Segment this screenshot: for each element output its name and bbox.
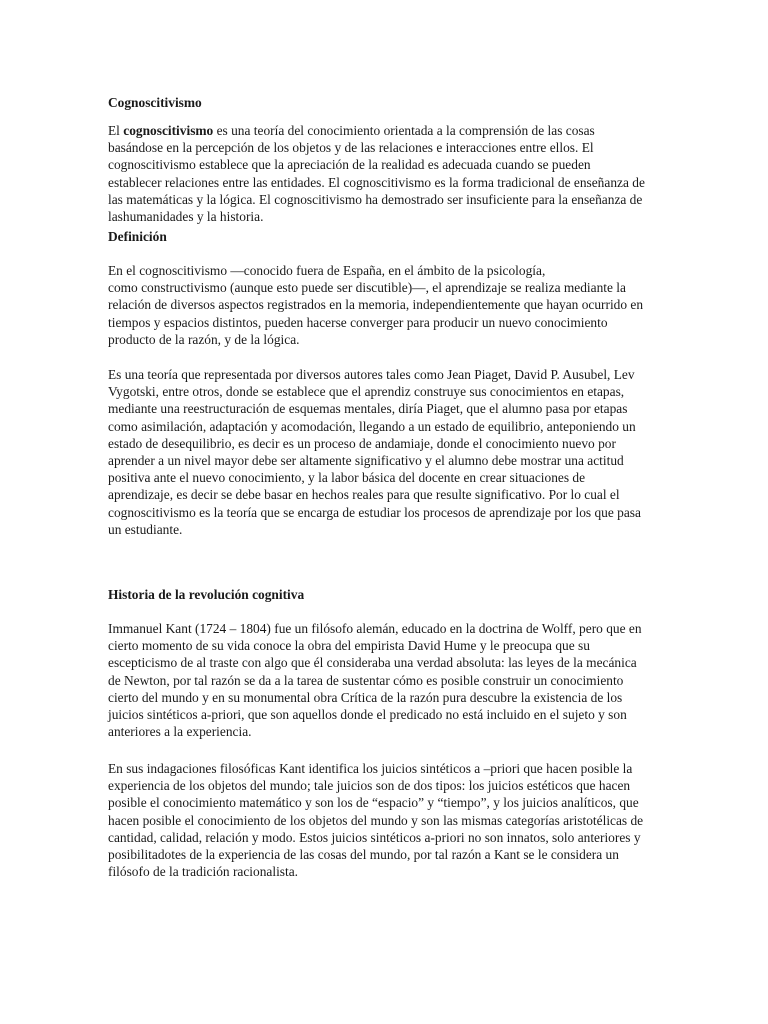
text-line: cierto momento de su vida conoce la obra del empirista David Hume y le preocupa que su bbox=[108, 638, 590, 654]
text-line: mediante una reestructuración de esquemas mentales, diría Piaget, que el alumno pasa por etapas bbox=[108, 401, 628, 417]
intro-line: las matemáticas y la lógica. El cognoscitivismo ha demostrado ser insuficiente para la enseñanza de bbox=[108, 191, 643, 207]
text-line: escepticismo de al traste con algo que él consideraba una verdad absoluta: las leyes de la mecánica bbox=[108, 655, 637, 671]
text-line: cantidad, calidad, relación y modo. Estos juicios sintéticos a-priori no son innatos, solo anteriores y bbox=[108, 829, 641, 845]
intro-line: basándose en la percepción de los objetos y de las relaciones e interacciones entre ellos. El bbox=[108, 140, 594, 156]
text-line: juicios sintéticos a-priori, que son aquellos donde el predicado no está incluido en el sujeto y son bbox=[108, 707, 627, 723]
text-line: tiempos y espacios distintos, pueden hacerse converger para producir un nuevo conocimiento bbox=[108, 314, 608, 330]
intro-line: establecer relaciones entre las entidades. El cognoscitivismo es la forma tradicional de enseñanza de bbox=[108, 174, 645, 190]
text-line: Immanuel Kant (1724 – 1804) fue un filósofo alemán, educado en la doctrina de Wolff, pero que en bbox=[108, 621, 642, 636]
historia-paragraph-2 bbox=[108, 760, 664, 880]
text-line: Vygotski, entre otros, donde se establece que el aprendiz construye sus conocimientos en etapas, bbox=[108, 384, 625, 400]
text-line: filósofo de la tradición racionalista. bbox=[108, 864, 299, 880]
intro-paragraph bbox=[108, 122, 664, 225]
intro-line bbox=[108, 122, 664, 139]
text-line: positiva ante el nuevo conocimiento, y la labor básica del docente en crear situaciones de bbox=[108, 470, 586, 486]
intro-bold-term: cognoscitivismo bbox=[123, 123, 214, 138]
intro-rest: es una teoría del conocimiento orientada a la comprensión de las cosas bbox=[213, 123, 595, 138]
text-line: estado de desequilibrio, es decir es un proceso de andamiaje, donde el conocimiento nuevo por bbox=[108, 435, 616, 451]
text-line: cognoscitivismo es la teoría que se encarga de estudiar los procesos de aprendizaje por los que pasa bbox=[108, 504, 641, 520]
document-title: Cognoscitivismo bbox=[108, 95, 202, 110]
definicion-heading: Definición bbox=[108, 229, 167, 244]
historia-heading: Historia de la revolución cognitiva bbox=[108, 587, 305, 602]
text-line: de Newton, por tal razón se da a la tarea de sustentar cómo es posible construir un conocimiento bbox=[108, 672, 624, 688]
text-line: posible el conocimiento matemático y son los de “espacio” y “tiempo”, y los juicios analíticos, que bbox=[108, 795, 639, 811]
historia-paragraph-1 bbox=[108, 620, 664, 740]
intro-lead: El bbox=[108, 123, 124, 138]
definicion-paragraph-1 bbox=[108, 262, 664, 348]
text-line: posibilitadotes de la experiencia de las cosas del mundo, por tal razón a Kant se le considera un bbox=[108, 847, 619, 863]
text-line: un estudiante. bbox=[108, 521, 183, 537]
text-line: aprender a un nivel mayor debe ser altamente significativo y el alumno debe mostrar una actitud bbox=[108, 453, 624, 469]
text-line: hacen posible el conocimiento de los objetos del mundo y son las mismas categorías aristotélicas de bbox=[108, 812, 644, 828]
text-line: En el cognoscitivismo —conocido fuera de España, en el ámbito de la psicología, bbox=[108, 263, 546, 278]
text-line: Es una teoría que representada por diversos autores tales como Jean Piaget, David P. Ausubel, Lev bbox=[108, 367, 635, 382]
intro-line: lashumanidades y la historia. bbox=[108, 209, 264, 225]
intro-line: cognoscitivismo establece que la apreciación de la realidad es adecuada cuando se pueden bbox=[108, 157, 591, 173]
definicion-paragraph-2 bbox=[108, 366, 664, 538]
text-line: cierto del mundo y en su monumental obra Crítica de la razón pura descubre la existencia de los bbox=[108, 689, 623, 705]
text-line: como asimilación, adaptación y acomodación, llegando a un estado de equilibrio, anteponiendo un bbox=[108, 418, 636, 434]
text-line: como constructivismo (aunque esto puede ser discutible)—, el aprendizaje se realiza mediante la bbox=[108, 280, 626, 296]
text-line: producto de la razón, y de la lógica. bbox=[108, 331, 300, 347]
text-line: aprendizaje, es decir se debe basar en hechos reales para que resulte significativo. Por lo cual el bbox=[108, 487, 620, 503]
text-line: En sus indagaciones filosóficas Kant identifica los juicios sintéticos a –priori que hacen posible la bbox=[108, 761, 633, 776]
text-line: relación de diversos aspectos registrados en la memoria, independientemente que hayan ocurrido en bbox=[108, 297, 644, 313]
text-line: experiencia de los objetos del mundo; tale juicios son de dos tipos: los juicios estéticos que hacen bbox=[108, 778, 631, 794]
text-line: anteriores a la experiencia. bbox=[108, 724, 252, 740]
